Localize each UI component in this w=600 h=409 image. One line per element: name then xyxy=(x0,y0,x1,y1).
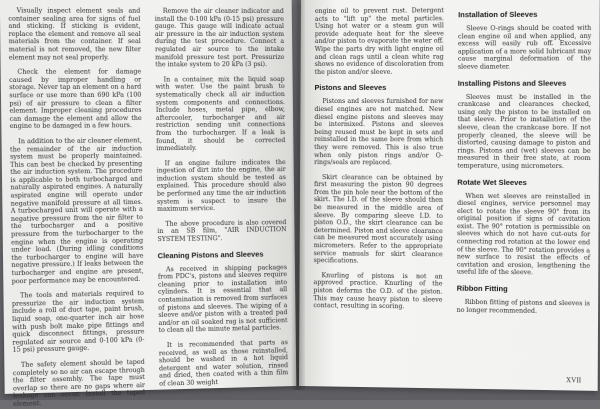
section-heading-ribbon: Ribbon Fitting xyxy=(456,283,508,294)
paragraph: It is recommended that parts as received, as well as those reinstalled, should be washed in a hot liquid detergent and water solution, rinsed and dried, then coated with a thin film of clean 30 weight xyxy=(158,339,289,388)
paragraph: engine oil to prevent rust. Detergent acts to "lift up" the metal particles. Using hot water or a steam gun will provide adequate heat for the sleeve and/or piston to evaporate the water off. Wipe the parts dry with light engine oil and clean rags until a clean white rag shows no evidence of discoloration from the piston and/or sleeve. xyxy=(314,7,444,76)
section-heading-installation: Installation of Sleeves xyxy=(458,9,538,20)
paragraph: Pistons and sleeves furnished for new diesel engines are not matched. New diesel engine pistons and sleeves may be intermixed. Pistons and sleeves being reused must be kept in sets and reinstalled in the same bore from which they were removed. This is also true when only piston rings and/or O-rings/seals are replaced. xyxy=(314,98,444,167)
right-page xyxy=(299,0,600,391)
right-page-column-1 xyxy=(313,7,444,380)
section-heading-cleaning: Cleaning Pistons and Sleeves xyxy=(157,249,264,260)
section-heading-installing: Installing Pistons and Sleeves xyxy=(457,78,567,88)
paragraph: Skirt clearance can be obtained by first measuring the piston 90 degrees from the pin hole near the bottom of the skirt. The I.D. of the sleeve should then be measured in the middle area of sleeve. By comparing sleeve I.D. to piston O.D., the skirt clearance can be determined. Piston and sleeve clearance can be measured most accurately using micrometers. Refer to the appropriate service manuals for skirt clearance specifications. xyxy=(313,173,444,265)
paragraph: If an engine failure indicates the ingestion of dirt into the engine, the air induction system should be tested as explained. This procedure should also be performed any time the air induction system is suspect to insure the maximum service. xyxy=(156,158,287,214)
paragraph: As received in shipping packages from PDC's, pistons and sleeves require cleaning prior to installation into cylinders. It is essential that all contamination is removed from surfaces of pistons and sleeves. The wiping of a sleeve and/or piston with a treated pad and/or an oil soaked rag is not sufficient to clean all the minute metal particles. xyxy=(157,263,288,335)
paragraph: Knurling of pistons is not an approved practice. Knurling of the piston deforms the O.D. of the piston. This may cause heavy piston to sleeve contact, resulting in scoring. xyxy=(313,272,443,311)
left-page xyxy=(0,0,296,408)
paragraph: Remove the air cleaner indicator and install the 0-100 kPa (0-15 psi) pressure gauge. This gauge will indicate actual air pressure in the air induction system during the test procedure. Connect a regulated air source to the intake manifold pressure test port. Pressurize the intake system to 20 kPa (3 psi). xyxy=(154,7,285,69)
paragraph: In a container, mix the liquid soap with water. Use the paint brush to systematically check all air induction system components and connections. Include hoses, metal pipe, elbow, aftercooler, turbocharger and air restriction sending unit connections from the turbocharger. If a leak is found, it should be corrected immediately. xyxy=(155,75,286,153)
paragraph: Sleeve O-rings should be coated with clean engine oil and when applied, any excess will easily rub off. Excessive application of a more solid lubricant may cause marginal deformation of the sleeve diameter. xyxy=(457,24,592,71)
paragraph: When wet sleeves are reinstalled in diesel engines, service personnel may elect to rotate the sleeve 90° from its original position if signs of cavitation exist. The 90° rotation is permissible on sleeves which do not have cut-outs for connecting rod rotation at the lower end of the sleeve. The 90° rotation provides a new surface to resist the effects of cavitation and erosion, lengthening the useful life of the sleeve. xyxy=(456,192,591,277)
paragraph: Sleeves must be installed in the crankcase and clearances checked, using only the piston to be installed on that sleeve. Prior to installation of the sleeve, clean the crankcase bore. If not properly cleaned, the sleeve will be distorted, causing damage to piston and rings. Pistons and (wet) sleeves can be measured in their free state, at room temperature, using micrometers. xyxy=(457,93,591,170)
paragraph: In addition to the air cleaner element, the remainder of the air induction system must be properly maintained. This can best be checked by presenting the air induction system. The procedure is applicable to both turbocharged and naturally aspirated engines. A naturally aspirated engine will operate under negative manifold pressure at all times. A turbocharged unit will operate with a negative pressure from the air filter to the turbocharger and a positive pressure from the turbocharger to the engine when the engine is operating under load. (During idling conditions the turbocharger to engine will have negative pressure.) If leaks between the turbocharger and engine are present, poor performance may be encountered. xyxy=(9,137,144,285)
right-page-column-2 xyxy=(456,6,591,372)
left-page-column-2 xyxy=(154,7,289,388)
paragraph: The safety element should be taped completely so no air can escape through the filter assembly. The tape must overlap so there are no gaps where air leakage can occur. Install the taped element. xyxy=(12,358,146,408)
left-page-column-1 xyxy=(8,7,146,408)
paragraph: Ribbon fitting of pistons and sleeves is no longer recommended. xyxy=(456,298,590,315)
book-gutter-shadow xyxy=(291,0,305,390)
paragraph: The tools and materials required to pressurize the air induction system include a roll of duct tape, paint brush, liquid soap, one-quarter inch air hose with push bolt make pipe fittings and quick disconnect fittings, pressure regulated air source and 0-100 kPa (0-15 psi) pressure gauge. xyxy=(11,290,145,355)
paragraph: The above procedure is also covered in an SB film, "AIR INDUCTION SYSTEM TESTING". xyxy=(157,218,287,244)
page-number: XVII xyxy=(565,376,582,385)
section-heading-pistons: Pistons and Sleeves xyxy=(314,83,387,93)
section-heading-rotate: Rotate Wet Sleeves xyxy=(457,177,527,187)
paragraph: Visually inspect element seals and container sealing area for signs of fuel and sticking. If sticking is evident, replace the element and remove all seal materials from the container. If seal material is not removed, the new filter element may not seal properly. xyxy=(8,7,141,62)
paragraph: Check the element for damage caused by improper handling or storage. Never tap an element on a hard surface or use more than 690 kPa (100 psi) of air pressure to clean a filter element. Improper cleaning procedures can damage the element and allow the engine to be damaged in a few hours. xyxy=(9,68,142,131)
